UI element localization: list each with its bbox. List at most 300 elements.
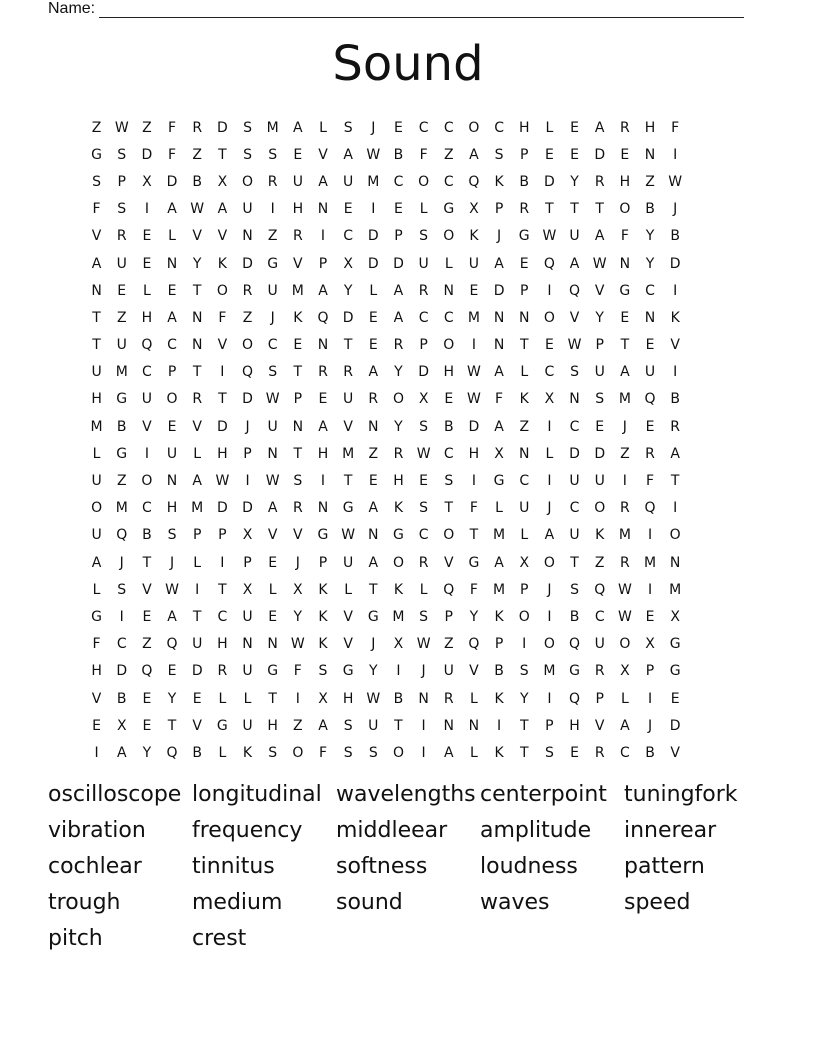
grid-letter: N	[317, 337, 329, 354]
grid-letter: L	[620, 690, 629, 707]
grid-letter: C	[645, 282, 655, 299]
grid-letter: Q	[569, 690, 581, 707]
grid-letter: O	[392, 744, 404, 761]
grid-letter: F	[318, 744, 328, 761]
grid-letter: E	[645, 418, 655, 435]
grid-letter: M	[291, 282, 304, 299]
grid-letter: V	[293, 527, 303, 544]
grid-letter: W	[567, 337, 582, 354]
grid-letter: I	[547, 418, 552, 435]
word-bank-item: vibration	[48, 818, 146, 844]
grid-letter: Z	[443, 146, 454, 163]
grid-letter: O	[468, 119, 480, 136]
grid-letter: V	[469, 663, 479, 680]
grid-row	[84, 440, 688, 467]
grid-letter: G	[342, 663, 354, 680]
grid-letter: T	[218, 581, 227, 598]
grid-letter: E	[167, 663, 177, 680]
grid-letter: J	[647, 717, 653, 734]
grid-letter: I	[144, 201, 149, 218]
grid-letter: U	[343, 391, 354, 408]
grid-letter: X	[142, 173, 152, 190]
grid-letter: T	[192, 364, 202, 381]
grid-letter: W	[165, 581, 179, 598]
grid-letter: I	[497, 717, 502, 734]
grid-letter: V	[670, 744, 680, 761]
grid-letter: S	[343, 744, 353, 761]
grid-letter: T	[519, 744, 529, 761]
grid-letter: A	[569, 255, 580, 272]
grid-letter: Z	[620, 445, 630, 462]
grid-letter: C	[619, 744, 630, 761]
word-bank-item: cochlear	[48, 853, 142, 879]
grid-letter: L	[218, 744, 227, 761]
grid-letter: V	[443, 554, 454, 571]
grid-letter: R	[670, 418, 681, 435]
grid-letter: O	[543, 309, 555, 326]
grid-letter: K	[494, 690, 504, 707]
word-bank-item: pattern	[624, 853, 705, 879]
grid-letter: I	[547, 282, 552, 299]
grid-letter: K	[469, 228, 479, 245]
grid-letter: P	[293, 391, 303, 408]
grid-letter: R	[594, 173, 605, 190]
grid-letter: E	[519, 255, 529, 272]
grid-letter: T	[570, 554, 579, 571]
grid-letter: N	[267, 636, 278, 653]
grid-letter: K	[519, 391, 529, 408]
grid-letter: X	[318, 690, 328, 707]
grid-letter: V	[192, 717, 202, 734]
grid-letter: A	[620, 364, 630, 381]
grid-letter: P	[117, 173, 126, 190]
grid-letter: V	[142, 581, 152, 598]
grid-letter: Q	[569, 636, 581, 653]
grid-letter: I	[421, 717, 426, 734]
grid-letter: R	[192, 119, 203, 136]
grid-letter: K	[494, 608, 504, 625]
grid-letter: Q	[468, 173, 480, 190]
grid-letter: L	[168, 228, 176, 245]
grid-letter: V	[192, 228, 202, 245]
grid-letter: R	[418, 554, 429, 571]
grid-letter: A	[343, 146, 353, 163]
word-bank-item: pitch	[48, 925, 103, 951]
grid-letter: E	[268, 554, 278, 571]
grid-letter: L	[520, 364, 529, 381]
grid-letter: L	[470, 690, 478, 707]
grid-letter: A	[670, 445, 680, 462]
grid-letter: C	[418, 527, 429, 544]
grid-letter: H	[267, 717, 278, 734]
grid-letter: R	[645, 445, 655, 462]
grid-letter: E	[368, 473, 378, 490]
grid-letter: Y	[570, 173, 579, 190]
grid-letter: P	[318, 554, 328, 571]
grid-letter: I	[647, 690, 653, 707]
grid-letter: D	[669, 717, 681, 734]
grid-letter: T	[92, 337, 101, 354]
grid-letter: A	[368, 554, 379, 571]
grid-letter: G	[317, 527, 329, 544]
grid-letter: I	[421, 744, 426, 761]
grid-letter: A	[267, 500, 278, 517]
grid-letter: B	[519, 173, 530, 190]
grid-letter: T	[343, 337, 353, 354]
grid-letter: T	[519, 717, 529, 734]
grid-letter: C	[569, 418, 580, 435]
grid-letter: R	[116, 228, 127, 245]
grid-letter: B	[670, 391, 680, 408]
grid-letter: T	[570, 201, 579, 218]
grid-row	[84, 277, 688, 304]
grid-letter: V	[267, 527, 278, 544]
name-underline	[99, 4, 744, 18]
grid-letter: P	[520, 581, 529, 598]
grid-letter: L	[92, 581, 101, 598]
grid-letter: A	[368, 500, 379, 517]
grid-letter: H	[317, 445, 329, 462]
grid-letter: N	[292, 418, 304, 435]
grid-letter: S	[368, 744, 378, 761]
grid-letter: W	[290, 636, 305, 653]
grid-letter: R	[217, 663, 228, 680]
grid-letter: K	[393, 581, 404, 598]
grid-letter: D	[216, 418, 228, 435]
grid-letter: T	[444, 500, 454, 517]
grid-letter: R	[619, 554, 630, 571]
grid-letter: E	[368, 337, 378, 354]
grid-letter: S	[494, 146, 504, 163]
grid-letter: V	[142, 418, 152, 435]
grid-letter: E	[670, 690, 680, 707]
grid-letter: N	[443, 282, 454, 299]
grid-letter: H	[443, 364, 455, 381]
grid-letter: D	[191, 663, 203, 680]
grid-letter: R	[267, 173, 278, 190]
grid-letter: W	[416, 445, 431, 462]
grid-letter: W	[190, 201, 205, 218]
grid-letter: K	[293, 309, 303, 326]
grid-letter: I	[673, 146, 678, 163]
name-label: Name:	[48, 0, 96, 17]
grid-letter: S	[167, 527, 177, 544]
grid-letter: T	[519, 337, 529, 354]
grid-letter: D	[367, 255, 379, 272]
grid-letter: C	[443, 445, 454, 462]
grid-row	[84, 712, 688, 739]
grid-letter: S	[419, 418, 429, 435]
grid-letter: U	[418, 255, 429, 272]
grid-letter: O	[443, 337, 455, 354]
grid-letter: X	[494, 445, 504, 462]
grid-letter: R	[443, 690, 454, 707]
grid-letter: D	[141, 146, 153, 163]
grid-row	[84, 631, 688, 658]
grid-letter: K	[494, 173, 504, 190]
grid-letter: U	[267, 418, 278, 435]
grid-letter: K	[318, 581, 328, 598]
word-bank	[48, 777, 768, 956]
grid-letter: B	[670, 228, 680, 245]
grid-letter: K	[318, 608, 328, 625]
grid-letter: G	[669, 636, 681, 653]
grid-letter: T	[268, 690, 277, 707]
grid-letter: G	[569, 663, 580, 680]
grid-letter: D	[242, 500, 253, 517]
grid-letter: Q	[594, 581, 606, 598]
grid-letter: L	[545, 445, 554, 462]
grid-letter: E	[570, 146, 579, 163]
grid-letter: D	[669, 255, 681, 272]
grid-letter: P	[595, 337, 604, 354]
grid-letter: E	[620, 146, 630, 163]
grid-letter: R	[418, 282, 429, 299]
grid-letter: P	[595, 690, 604, 707]
grid-letter: I	[144, 445, 149, 462]
grid-row	[84, 549, 688, 576]
grid-letter: S	[293, 473, 303, 490]
grid-letter: E	[645, 337, 655, 354]
grid-letter: A	[217, 201, 228, 218]
grid-letter: F	[645, 473, 655, 490]
grid-letter: E	[318, 391, 328, 408]
grid-letter: J	[295, 554, 300, 571]
grid-letter: O	[392, 554, 404, 571]
grid-letter: A	[318, 173, 328, 190]
grid-letter: Z	[142, 636, 152, 653]
grid-letter: N	[317, 500, 329, 517]
grid-letter: U	[242, 608, 253, 625]
grid-letter: C	[142, 500, 152, 517]
grid-letter: G	[91, 146, 102, 163]
grid-letter: D	[393, 255, 404, 272]
grid-letter: Q	[443, 581, 455, 598]
grid-letter: N	[644, 309, 656, 326]
grid-letter: D	[116, 663, 128, 680]
grid-letter: R	[594, 744, 605, 761]
grid-row	[84, 495, 688, 522]
word-bank-item: middleear	[336, 818, 448, 844]
grid-letter: R	[594, 663, 605, 680]
grid-letter: I	[522, 636, 527, 653]
grid-letter: T	[167, 717, 177, 734]
grid-letter: I	[547, 608, 552, 625]
grid-letter: J	[673, 201, 678, 218]
grid-letter: J	[245, 418, 250, 435]
grid-letter: J	[371, 636, 376, 653]
grid-letter: Y	[167, 690, 177, 707]
grid-letter: U	[343, 173, 354, 190]
grid-letter: N	[368, 527, 379, 544]
grid-letter: C	[569, 500, 580, 517]
grid-letter: W	[341, 527, 356, 544]
grid-letter: U	[292, 173, 303, 190]
grid-letter: H	[217, 445, 228, 462]
grid-letter: T	[192, 608, 202, 625]
grid-letter: M	[493, 527, 506, 544]
grid-letter: F	[469, 581, 478, 598]
grid-letter: J	[371, 119, 376, 136]
grid-letter: B	[393, 146, 404, 163]
grid-letter: U	[343, 554, 354, 571]
word-bank-item: innerear	[624, 818, 717, 844]
grid-letter: D	[242, 391, 253, 408]
grid-letter: F	[92, 201, 101, 218]
grid-letter: A	[318, 282, 328, 299]
grid-letter: B	[443, 418, 454, 435]
grid-letter: W	[215, 473, 230, 490]
grid-letter: P	[419, 337, 428, 354]
grid-letter: P	[243, 445, 252, 462]
grid-letter: A	[494, 554, 504, 571]
grid-letter: A	[116, 744, 127, 761]
grid-letter: D	[166, 173, 178, 190]
grid-row	[84, 223, 688, 250]
grid-letter: S	[318, 663, 328, 680]
grid-letter: P	[645, 663, 655, 680]
grid-letter: U	[242, 201, 253, 218]
grid-letter: D	[418, 364, 429, 381]
grid-letter: R	[292, 228, 303, 245]
grid-letter: Q	[166, 636, 178, 653]
grid-row	[84, 576, 688, 603]
grid-letter: O	[166, 391, 178, 408]
grid-letter: Z	[594, 554, 605, 571]
grid-letter: Z	[242, 309, 253, 326]
grid-letter: Z	[91, 119, 102, 136]
grid-letter: F	[620, 228, 629, 245]
grid-letter: F	[671, 119, 680, 136]
grid-letter: V	[217, 228, 228, 245]
grid-letter: C	[343, 228, 354, 245]
grid-letter: R	[619, 119, 630, 136]
grid-letter: T	[293, 364, 303, 381]
grid-letter: B	[645, 201, 655, 218]
word-bank-item: softness	[336, 853, 428, 879]
grid-letter: E	[368, 309, 378, 326]
grid-letter: M	[392, 608, 405, 625]
grid-letter: L	[92, 445, 101, 462]
grid-letter: I	[673, 364, 678, 381]
grid-row	[84, 304, 688, 331]
grid-letter: G	[669, 663, 681, 680]
grid-row	[84, 114, 688, 141]
grid-letter: D	[242, 255, 253, 272]
grid-letter: N	[242, 228, 253, 245]
grid-letter: V	[91, 228, 102, 245]
grid-letter: M	[191, 500, 204, 517]
grid-letter: B	[393, 690, 404, 707]
grid-row	[84, 739, 688, 766]
grid-letter: S	[544, 744, 554, 761]
grid-letter: Z	[519, 418, 530, 435]
grid-letter: X	[418, 391, 429, 408]
grid-letter: N	[242, 636, 253, 653]
grid-letter: X	[217, 173, 228, 190]
word-bank-item: amplitude	[480, 818, 592, 844]
grid-letter: V	[293, 255, 303, 272]
grid-letter: L	[495, 500, 503, 517]
grid-row	[84, 168, 688, 195]
grid-letter: G	[443, 201, 455, 218]
grid-letter: C	[167, 337, 177, 354]
grid-letter: S	[92, 173, 102, 190]
grid-letter: B	[142, 527, 152, 544]
grid-letter: O	[292, 744, 304, 761]
grid-letter: S	[570, 364, 579, 381]
grid-letter: Z	[293, 717, 303, 734]
grid-letter: R	[519, 201, 530, 218]
grid-letter: A	[192, 473, 202, 490]
grid-letter: Z	[116, 473, 127, 490]
grid-letter: B	[192, 173, 202, 190]
grid-letter: A	[494, 255, 504, 272]
grid-row	[84, 332, 688, 359]
grid-letter: O	[518, 608, 530, 625]
grid-letter: U	[443, 663, 454, 680]
grid-letter: C	[418, 309, 429, 326]
grid-letter: I	[295, 690, 300, 707]
grid-letter: H	[217, 636, 228, 653]
grid-letter: H	[468, 445, 480, 462]
grid-letter: G	[116, 445, 128, 462]
grid-letter: L	[268, 581, 277, 598]
grid-letter: E	[167, 418, 177, 435]
grid-letter: Z	[267, 228, 278, 245]
grid-letter: A	[443, 744, 454, 761]
grid-letter: R	[393, 445, 404, 462]
grid-letter: I	[673, 500, 678, 517]
grid-letter: O	[543, 636, 555, 653]
grid-letter: O	[669, 527, 681, 544]
grid-letter: A	[594, 119, 605, 136]
grid-row	[84, 141, 688, 168]
grid-letter: D	[594, 445, 606, 462]
grid-letter: T	[218, 146, 227, 163]
grid-letter: Y	[293, 608, 303, 625]
grid-letter: W	[467, 391, 481, 408]
grid-letter: S	[419, 608, 429, 625]
grid-letter: T	[218, 391, 227, 408]
grid-letter: N	[569, 391, 580, 408]
grid-row	[84, 603, 688, 630]
grid-letter: T	[142, 554, 152, 571]
grid-letter: O	[141, 473, 153, 490]
grid-letter: I	[94, 744, 99, 761]
grid-letter: G	[518, 228, 530, 245]
grid-letter: N	[91, 282, 102, 299]
grid-letter: I	[220, 364, 225, 381]
grid-letter: G	[116, 391, 128, 408]
grid-letter: H	[292, 201, 304, 218]
grid-letter: J	[497, 228, 502, 245]
grid-letter: Y	[595, 309, 604, 326]
grid-letter: Q	[468, 636, 480, 653]
grid-letter: V	[91, 690, 102, 707]
grid-letter: B	[116, 418, 127, 435]
grid-letter: D	[493, 282, 505, 299]
grid-letter: J	[270, 309, 275, 326]
grid-letter: K	[670, 309, 680, 326]
grid-letter: P	[520, 146, 529, 163]
grid-letter: G	[619, 282, 631, 299]
grid-letter: I	[119, 608, 124, 625]
grid-letter: A	[494, 364, 504, 381]
grid-letter: E	[293, 146, 303, 163]
grid-letter: Q	[141, 663, 153, 680]
grid-letter: R	[619, 500, 630, 517]
